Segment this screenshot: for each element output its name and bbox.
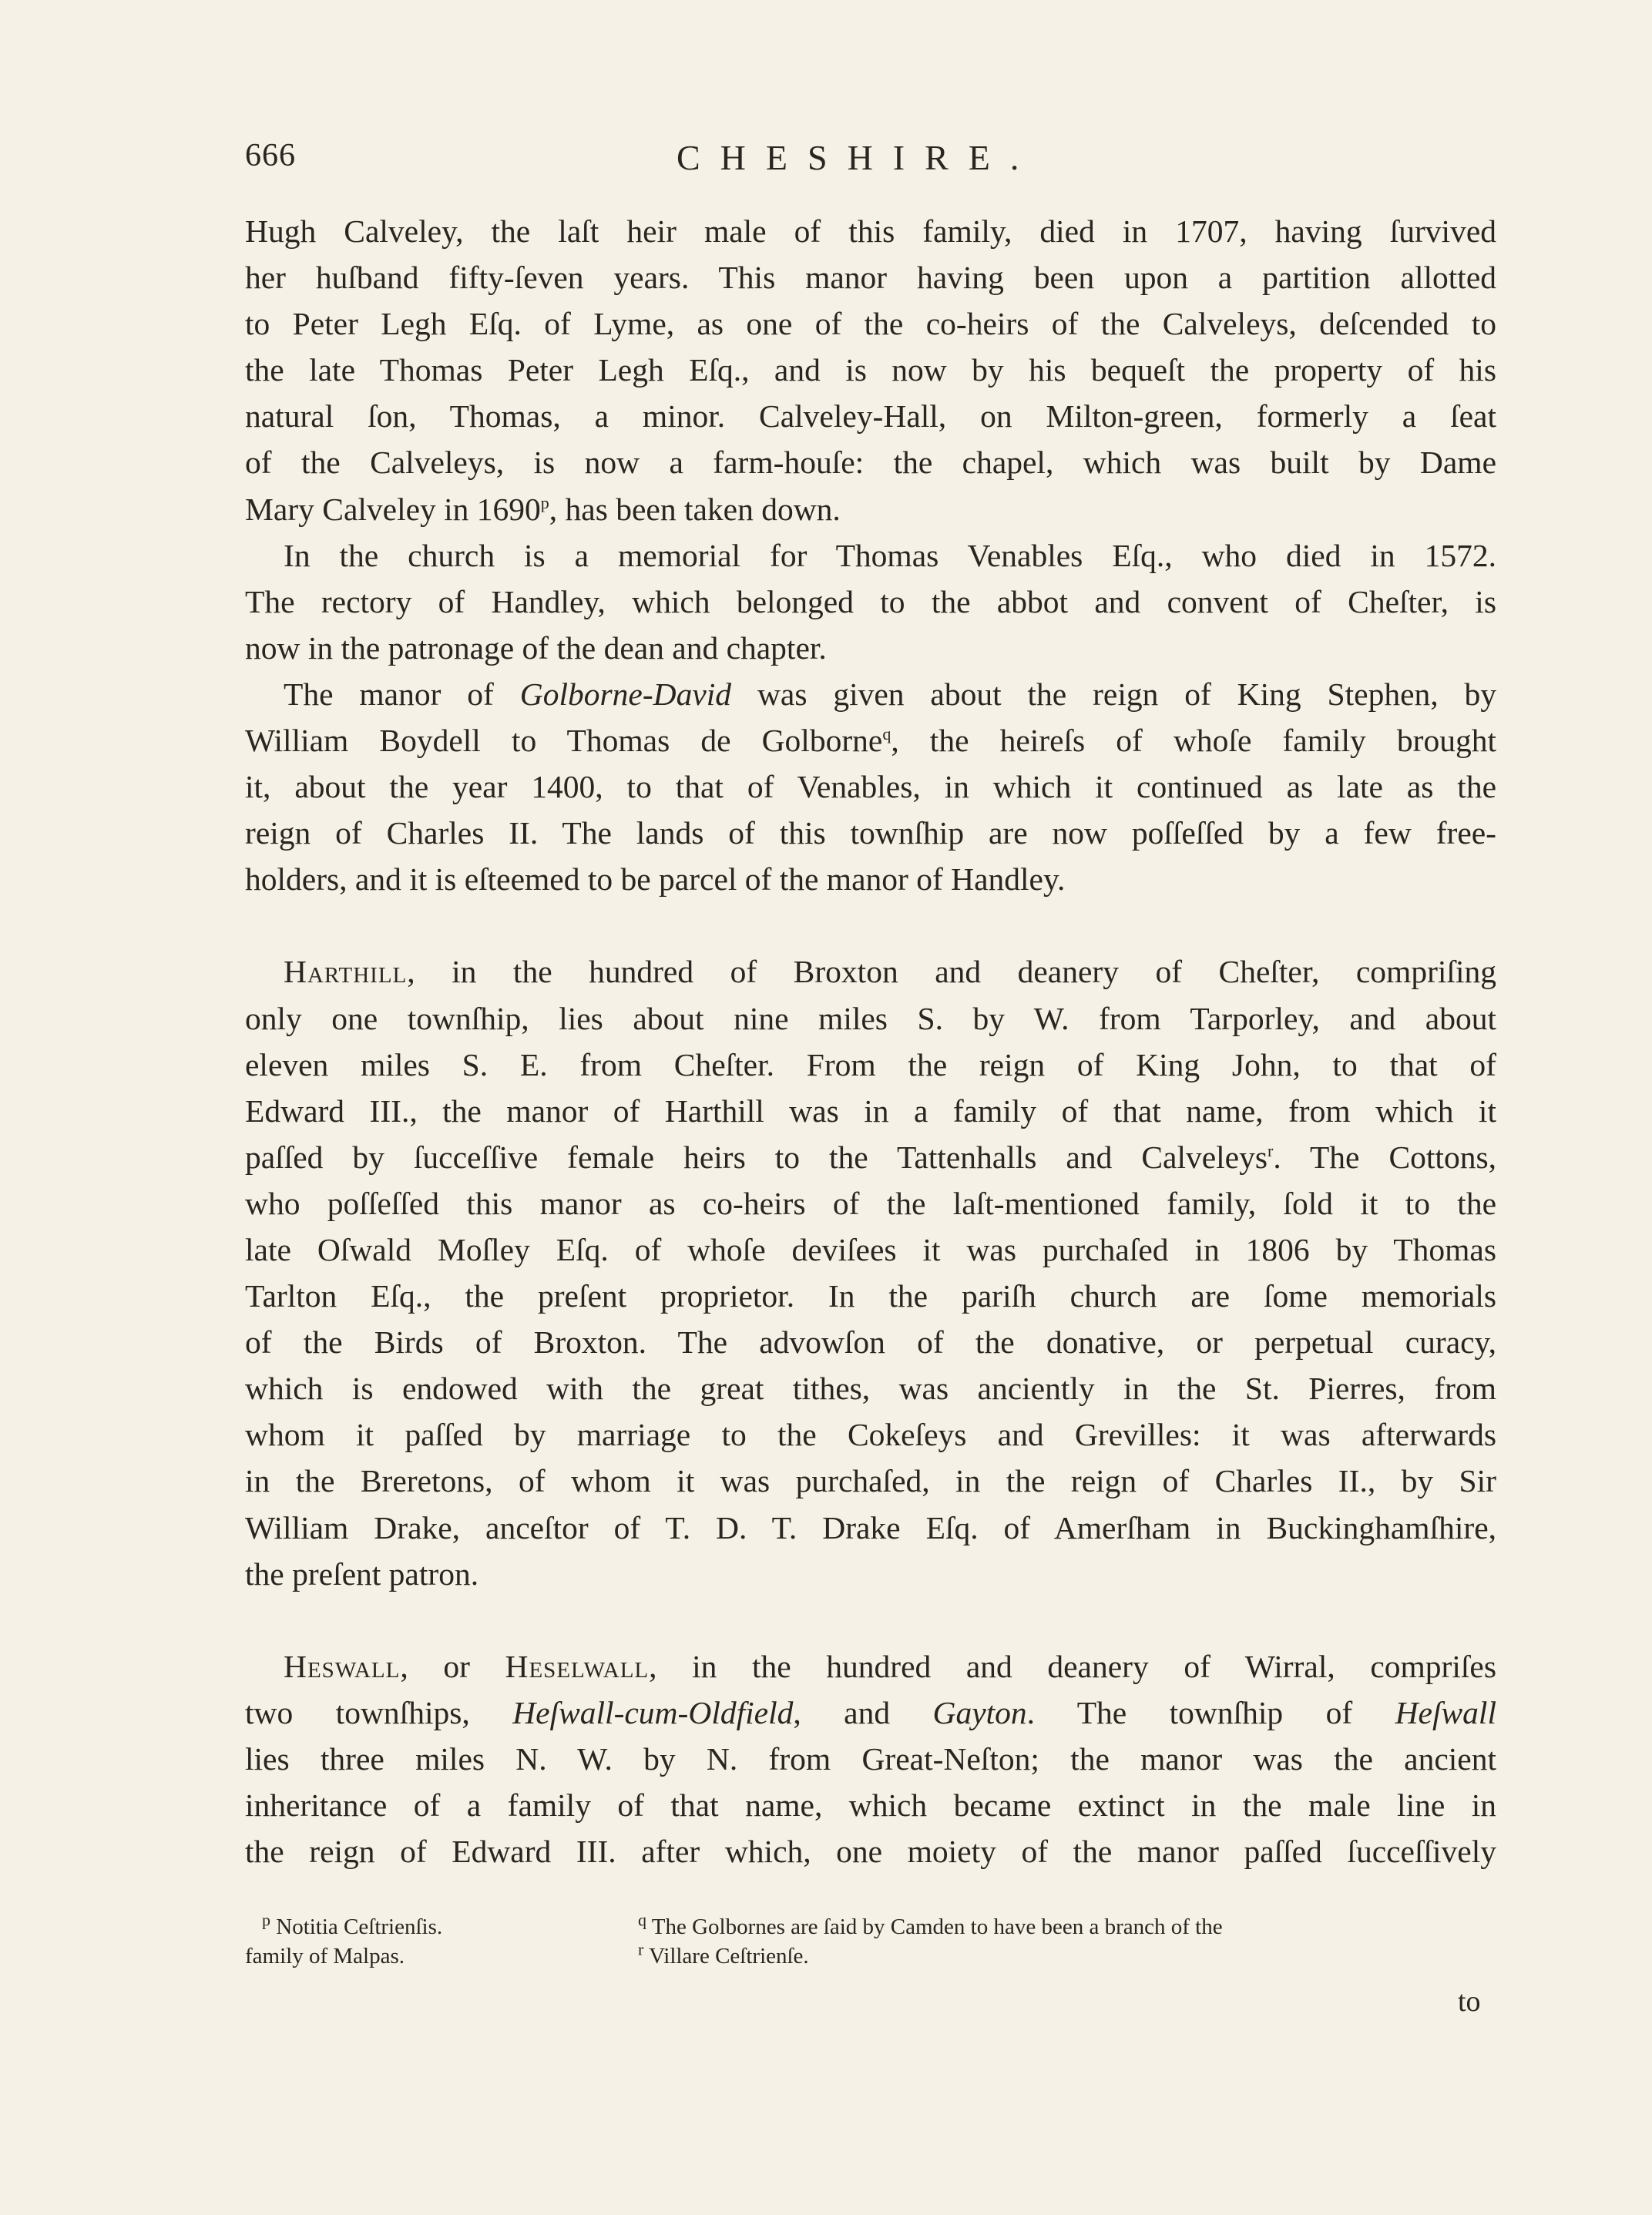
text-line: Tarlton Eſq., the preſent proprietor. In the pariſh church are ſome memorials (245, 1278, 1496, 1314)
text-line: the preſent patron. (245, 1556, 479, 1592)
footnote-text-r: Villare Ceſtrienſe. (649, 1944, 809, 1968)
text-line: the late Thomas Peter Legh Eſq., and is now by his bequeſt the property of his (245, 352, 1496, 388)
text-line: late Oſwald Moſley Eſq. of whoſe deviſees it was purchaſed in 1806 by Thomas (245, 1231, 1496, 1267)
paragraph-gap (245, 902, 1496, 948)
text-segment: William Boydell to Thomas de Golborne (245, 723, 883, 759)
text-line: of the Calveleys, is now a farm-houſe: the chapel, which was built by Dame (245, 445, 1496, 481)
footnote-text-p: Notitia Ceſtrienſis. (276, 1915, 443, 1939)
page-number: 666 (245, 138, 296, 173)
text-line: holders, and it is eſteemed to be parcel of the manor of Handley. (245, 861, 1066, 898)
text-line: reign of Charles II. The lands of this townſhip are now poſſeſſed by a few free- (245, 815, 1496, 851)
text-segment: . The townſhip of (1026, 1694, 1395, 1730)
text-segment: The manor of (284, 676, 520, 712)
text-line-with-note (245, 486, 1496, 532)
place-name-heswall: Heswall (284, 1648, 401, 1684)
text-line: to Peter Legh Eſq. of Lyme, as one of the co-heirs of the Calveleys, deſcended to (245, 306, 1496, 342)
place-name-heswall-cum-oldfield: Heſwall-cum-Oldfield (512, 1694, 794, 1730)
footnote-text-q: The Golbornes are ſaid by Camden to have been a branch of the (651, 1915, 1223, 1939)
text-line: Hugh Calveley, the laſt heir male of this family, died in 1707, having ſurvived (245, 213, 1496, 249)
place-name-heswall-italic: Heſwall (1395, 1694, 1496, 1730)
place-name-harthill: Harthill (284, 954, 408, 990)
text-segment: . The Cottons, (1273, 1139, 1496, 1175)
text-line: The rectory of Handley, which belonged to the abbot and convent of Cheſter, is (245, 583, 1496, 619)
note-mark-p: p (540, 492, 549, 512)
footnote-p (245, 1912, 630, 1941)
text-line: inheritance of a family of that name, which became extinct in the male line in (245, 1787, 1496, 1823)
footnote-column-left (245, 1912, 630, 1971)
text-line: eleven miles S. E. from Cheſter. From the reign of King John, to that of (245, 1046, 1496, 1082)
text-line: lies three miles N. W. by N. from Great-Neſton; the manor was the ancient (245, 1740, 1496, 1777)
text-line: in the Breretons, of whom it was purchaſed, in the reign of Charles II., by Sir (245, 1463, 1496, 1499)
text-segment: was given about the reign of King Stephen, by (731, 676, 1496, 712)
running-title: CHESHIRE. (677, 138, 1039, 177)
text-line: of the Birds of Broxton. The advowſon of the donative, or perpetual curacy, (245, 1324, 1496, 1361)
footnote-column-right (638, 1912, 1496, 1971)
catchword: to (1458, 1985, 1481, 2018)
text-line-with-italic (245, 671, 1496, 717)
text-line: only one townſhip, lies about nine miles S. by W. from Tarporley, and about (245, 1000, 1496, 1036)
footnote-q-continued: family of Malpas. (245, 1944, 405, 1968)
note-mark-r: r (1268, 1140, 1274, 1160)
text-line-with-smallcaps (245, 948, 1496, 995)
text-line: her huſband fifty-ſeven years. This manor having been upon a partition allotted (245, 260, 1496, 296)
footnote-r (638, 1941, 1496, 1971)
footnote-q (638, 1912, 1496, 1941)
note-mark-q: q (882, 724, 891, 744)
footnote-mark-p: p (262, 1910, 270, 1930)
text-line: now in the patronage of the dean and chapter. (245, 629, 827, 666)
text-segment: , or (400, 1648, 505, 1684)
text-line: Edward III., the manor of Harthill was in a family of that name, from which it (245, 1092, 1496, 1129)
text-segment: two townſhips, (245, 1694, 513, 1730)
place-name-heselwall: Heselwall (505, 1648, 650, 1684)
text-segment: , in the hundred and deanery of Wirral, compriſes (649, 1648, 1496, 1684)
text-segment: Mary Calveley in 1690 (245, 491, 541, 527)
text-line: which is endowed with the great tithes, was anciently in the St. Pierres, from (245, 1371, 1496, 1407)
text-line: natural ſon, Thomas, a minor. Calveley-Hall, on Milton-green, formerly a ſeat (245, 398, 1496, 435)
text-line: William Drake, anceſtor of T. D. T. Drake Eſq. of Amerſham in Buckinghamſhire, (245, 1509, 1496, 1545)
text-line: In the church is a memorial for Thomas Venables Eſq., who died in 1572. (284, 537, 1496, 573)
text-line-with-note (245, 1134, 1496, 1180)
text-line: who poſſeſſed this manor as co-heirs of the laſt-mentioned family, ſold it to the (245, 1185, 1496, 1221)
footnote-mark-r: r (638, 1939, 644, 1959)
text-line: the reign of Edward III. after which, one moiety of the manor paſſed ſucceſſively (245, 1834, 1496, 1870)
text-segment: , has been taken down. (549, 491, 841, 527)
text-line-with-italic (245, 1690, 1496, 1736)
body-text (245, 208, 1496, 1874)
text-segment: , and (793, 1694, 933, 1730)
place-name-gayton: Gayton (932, 1694, 1027, 1730)
text-line-with-smallcaps (245, 1643, 1496, 1690)
text-line: it, about the year 1400, to that of Venables, in which it continued as late as the (245, 769, 1496, 805)
text-segment: paſſed by ſucceſſive female heirs to the Tattenhalls and Calveleys (245, 1139, 1268, 1175)
text-segment: , the heireſs of whoſe family brought (891, 723, 1496, 759)
footnote-mark-q: q (638, 1910, 646, 1930)
text-segment: , in the hundred of Broxton and deanery of Cheſter, compriſing (407, 954, 1496, 990)
paragraph-gap (245, 1597, 1496, 1643)
place-name-golborne-david: Golborne-David (519, 676, 732, 712)
text-line-with-note (245, 717, 1496, 764)
text-line: whom it paſſed by marriage to the Cokeſeys and Grevilles: it was afterwards (245, 1417, 1496, 1453)
running-head (245, 137, 1487, 191)
